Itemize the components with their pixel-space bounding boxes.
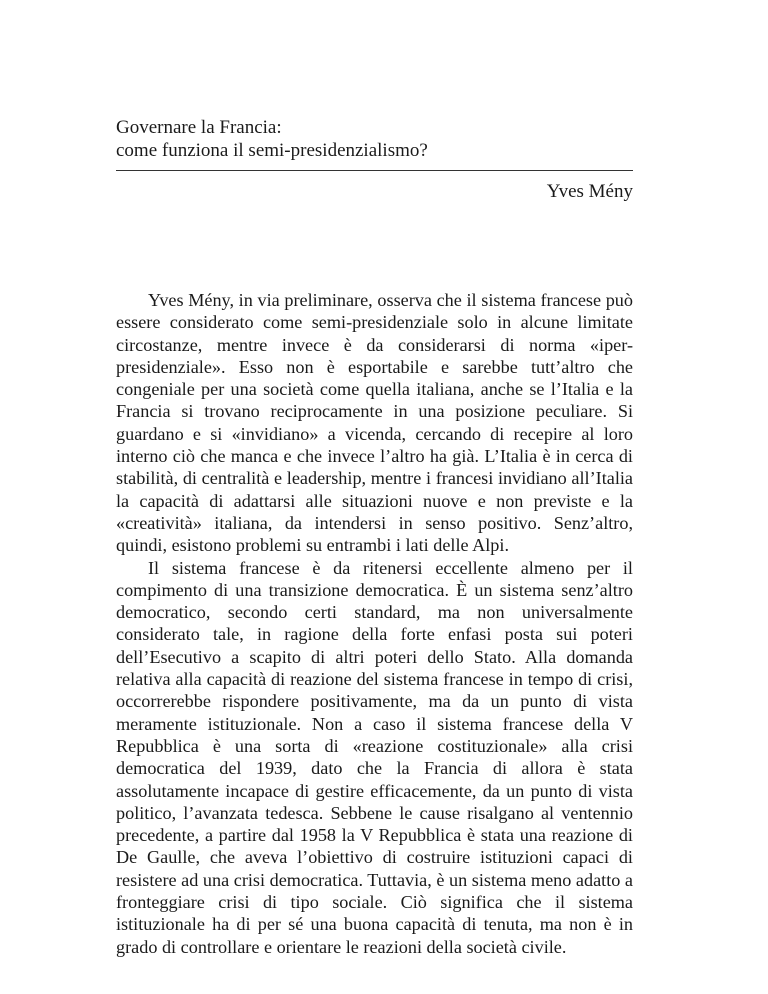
title-divider (116, 170, 633, 171)
title-line-2: come funziona il semi-presidenzialismo? (116, 140, 428, 161)
author-name: Yves Mény (546, 181, 633, 202)
article-body (116, 289, 633, 958)
body-paragraph-1: Yves Mény, in via preliminare, osserva che il sistema francese può essere considerato come semi-presidenziale solo in alcune limitate circostanze, mentre invece è da considerarsi di norma «iper-presidenziale». Esso non è esportabile e sarebbe tutt’altro che congeniale per una società come quella italiana, anche se l’Italia e la Francia si trovano reciprocamente in una posizione peculiare. Si guardano e si «invidiano» a vicenda, cercando di recepire al loro interno ciò che manca e che invece l’altro ha già. L’Italia è in cerca di stabilità, di centralità e leadership, mentre i francesi invidiano all’Italia la capacità di adattarsi alle situazioni nuove e non previste e la «creatività» italiana, da intendersi in senso positivo. Senz’altro, quindi, esistono problemi su entrambi i lati delle Alpi. (116, 290, 633, 556)
title-line-1: Governare la Francia: (116, 117, 282, 138)
article-title (116, 116, 633, 162)
document-page (116, 0, 633, 994)
body-paragraph-2: Il sistema francese è da ritenersi eccellente almeno per il compimento di una transizione democratica. È un sistema senz’altro democratico, secondo certi standard, ma non universalmente considerato tale, in ragione della forte enfasi posta sui poteri dell’Esecutivo a scapito di altri poteri dello Stato. Alla domanda relativa alla capacità di reazione del sistema francese in tempo di crisi, occorrerebbe rispondere positivamente, ma da un punto di vista meramente istituzionale. Non a caso il sistema francese della V Repubblica è una sorta di «reazione costituzionale» alla crisi democratica del 1939, dato che la Francia di allora è stata assolutamente incapace di gestire efficacemente, da un punto di vista politico, l’avanzata tedesca. Sebbene le cause risalgano al ventennio precedente, a partire dal 1958 la V Repubblica è stata una reazione di De Gaulle, che aveva l’obiettivo di costruire istituzioni capaci di resistere ad una crisi democratica. Tuttavia, è un sistema meno adatto a fronteggiare crisi di tipo sociale. Ciò significa che il sistema istituzionale ha di per sé una buona capacità di tenuta, ma non è in grado di controllare e orientare le reazioni della società civile. (116, 557, 633, 957)
